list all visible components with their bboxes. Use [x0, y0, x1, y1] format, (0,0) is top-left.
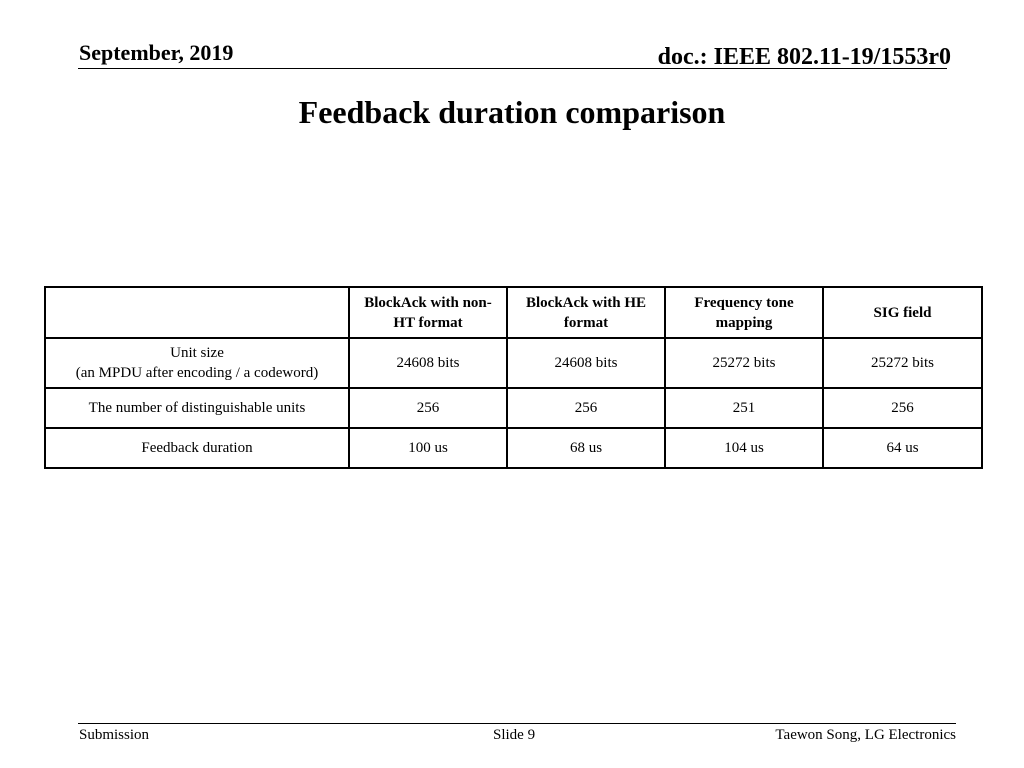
header-cell-tone-mapping: Frequency tone mapping: [665, 287, 823, 338]
table-cell: 25272 bits: [823, 338, 982, 388]
header-cell-empty: [45, 287, 349, 338]
slide-title: Feedback duration comparison: [298, 94, 726, 130]
footer-divider: [78, 723, 956, 724]
table-cell: 68 us: [507, 428, 665, 468]
table-cell: 104 us: [665, 428, 823, 468]
table-cell: 256: [349, 388, 507, 428]
table-cell: 24608 bits: [507, 338, 665, 388]
table-cell: 100 us: [349, 428, 507, 468]
table-cell: 251: [665, 388, 823, 428]
table-cell: 25272 bits: [665, 338, 823, 388]
header-date: September, 2019: [79, 40, 234, 65]
header-cell-he: BlockAck with HE format: [507, 287, 665, 338]
footer-submission: Submission: [79, 727, 150, 743]
table-cell: 64 us: [823, 428, 982, 468]
comparison-table: [44, 286, 983, 469]
header-doc-id: doc.: IEEE 802.11-19/1553r0: [657, 44, 951, 70]
row-label-line: (an MPDU after encoding / a codeword): [75, 365, 319, 381]
row-label-line: Unit size: [170, 345, 224, 361]
table-cell: 256: [823, 388, 982, 428]
header-cell-non-ht: BlockAck with non-HT format: [349, 287, 507, 338]
table-row: [45, 428, 982, 468]
row-label-line: The number of distinguishable units: [88, 400, 306, 416]
table-row: [45, 338, 982, 388]
table-cell: 24608 bits: [349, 338, 507, 388]
row-label-line: Feedback duration: [141, 440, 253, 456]
footer-author: Taewon Song, LG Electronics: [775, 727, 956, 743]
header-divider: [78, 68, 947, 69]
table-header-row: [45, 287, 982, 338]
row-label-feedback-duration: [45, 428, 349, 468]
row-label-unit-size: [45, 338, 349, 388]
table-row: [45, 388, 982, 428]
table-cell: 256: [507, 388, 665, 428]
row-label-distinguishable-units: [45, 388, 349, 428]
header-cell-sig-field: SIG field: [823, 287, 982, 338]
footer-slide-number: Slide 9: [493, 727, 536, 743]
